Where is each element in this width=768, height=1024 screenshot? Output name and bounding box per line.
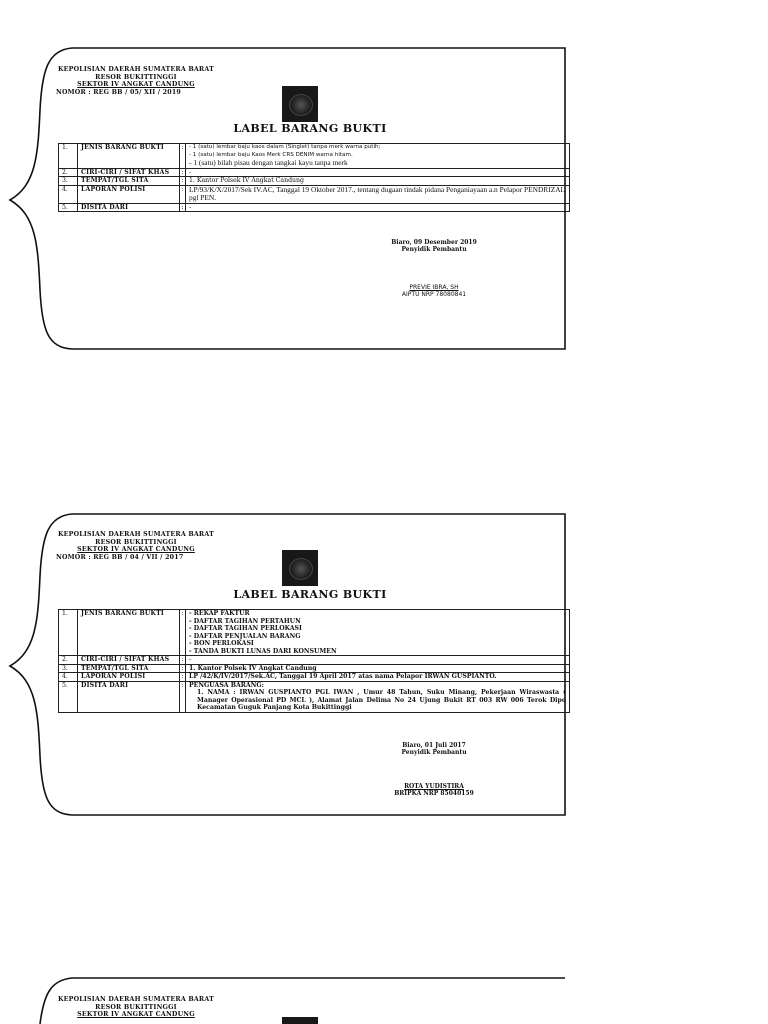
seized-from-heading: PENGUASA BARANG:: [189, 681, 264, 689]
table-row: 5. DISITA DARI : PENGUASA BARANG: 1. NAMA : IRWAN GUSPIANTO PGL IWAN , Umur 48 Tahun, Suku Minang, Pekerjaan Wiraswasta ( Manager Operasional PD MCL ), Alamat Jalan Delima No 24 Ujung Bukit RT 003 RW 006 Terok Dipo Kecamatan Guguk Panjang Kota Bukittinggi: [59, 681, 570, 712]
police-emblem-logo: [282, 550, 318, 586]
header-line-1: KEPOLISIAN DAERAH SUMATERA BARAT: [57, 996, 214, 1003]
label-title: LABEL BARANG BUKTI: [233, 122, 387, 135]
list-item: - DAFTAR TAGIHAN PERTAHUN: [189, 618, 566, 626]
place-date: Biaro, 01 Juli 2017: [402, 742, 466, 749]
seized-from-detail: 1. NAMA : IRWAN GUSPIANTO PGL IWAN , Umur 48 Tahun, Suku Minang, Pekerjaan Wiraswasta ( Manager Operasional PD MCL ), Alamat Jalan Delima No 24 Ujung Bukit RT 003 RW 006 Terok Dipo Kecamatan Guguk Panjang Kota Bukittinggi: [197, 689, 566, 711]
list-item: - 1 (satu) lembar baju kaos dalam (Singlet) tanpa merk warna putih;: [189, 144, 566, 152]
agency-header: [56, 531, 216, 561]
list-item: - TANDA BUKTI LUNAS DARI KONSUMEN: [189, 648, 566, 656]
register-number: NOMOR : REG BB / 04 / VII / 2017: [56, 553, 184, 561]
list-item: - BON PERLOKASI: [189, 640, 566, 648]
evidence-items-list: [189, 610, 566, 655]
list-item: - 1 (satu) bilah pisau dengan tangkai kayu tanpa merk: [189, 159, 566, 168]
header-line-2: RESOR BUKITTINGGI: [95, 538, 177, 546]
list-item: - REKAP FAKTUR: [189, 610, 566, 618]
header-line-2: RESOR BUKITTINGGI: [95, 1003, 177, 1011]
agency-header: [56, 996, 216, 1019]
agency-header: [56, 66, 216, 96]
table-row: 3. TEMPAT/TGL SITA : 1. Kantor Polsek IV Angkat Candung: [59, 664, 570, 673]
list-item: - DAFTAR PENJUALAN BARANG: [189, 633, 566, 641]
signer-rank: AIPTU NRP 78080841: [401, 291, 467, 299]
header-line-1: KEPOLISIAN DAERAH SUMATERA BARAT: [57, 66, 214, 73]
signer-role: Penyidik Pembantu: [401, 246, 467, 254]
place-date: Biaro, 09 Desember 2019: [391, 239, 477, 246]
header-line-1: KEPOLISIAN DAERAH SUMATERA BARAT: [57, 531, 214, 538]
signer-rank: BRIPKA NRP 85040159: [394, 790, 474, 798]
table-row: 3. TEMPAT/TGL SITA : 1. Kantor Polsek IV Angkat Candung: [59, 177, 570, 186]
evidence-table: [58, 143, 570, 212]
signer-name: PREVIE IBRA, SH: [409, 283, 459, 291]
list-item: - DAFTAR TAGIHAN PERLOKASI: [189, 625, 566, 633]
evidence-label-2: [0, 466, 768, 826]
header-line-3: SEKTOR IV ANGKAT CANDUNG: [77, 1011, 195, 1019]
table-row: 5. DISITA DARI : -: [59, 203, 570, 212]
signer-name: ROTA YUDISTIRA: [404, 782, 464, 790]
list-item: - 1 (satu) lembar baju Kaos Merk CRS DENIM warna hitam.: [189, 152, 566, 160]
table-row: 1. JENIS BARANG BUKTI : - REKAP FAKTUR - DAFTAR TAGIHAN PERTAHUN - DAFTAR TAGIHAN PERLOKASI - DAFTAR PENJUALAN BARANG - BON PERLOKASI - TANDA BUKTI LUNAS DARI KONSUMEN: [59, 610, 570, 656]
header-line-2: RESOR BUKITTINGGI: [95, 73, 177, 81]
table-row: 2. CIRI-CIRI / SIFAT KHAS : -: [59, 656, 570, 665]
signer-role: Penyidik Pembantu: [401, 749, 467, 757]
signature-block: [374, 239, 494, 299]
police-emblem-logo: [282, 86, 318, 122]
evidence-table: [58, 609, 570, 713]
signature-block: [374, 742, 494, 798]
table-row: 2. CIRI-CIRI / SIFAT KHAS : -: [59, 168, 570, 177]
evidence-label-3: [0, 930, 768, 1024]
evidence-label-1: [0, 0, 768, 360]
header-line-3: SEKTOR IV ANGKAT CANDUNG: [77, 546, 195, 554]
header-line-3: SEKTOR IV ANGKAT CANDUNG: [77, 81, 195, 89]
table-row: 4. LAPORAN POLISI : LP/93/K/X/2017/Sek IV.AC, Tanggal 19 Oktober 2017., tentang dugaan tindak pidana Penganiayaan a.n Pelapor PENDRIZAL pgl PEN.: [59, 185, 570, 203]
police-emblem-logo: [282, 1017, 318, 1024]
evidence-items-list: [189, 144, 566, 168]
label-title: LABEL BARANG BUKTI: [233, 588, 387, 601]
table-row: 4. LAPORAN POLISI : LP /42/K/IV/2017/Sek.AC, Tanggal 19 April 2017 atas nama Pelapor IRWAN GUSPIANTO.: [59, 673, 570, 682]
table-row: 1. JENIS BARANG BUKTI : - 1 (satu) lembar baju kaos dalam (Singlet) tanpa merk warna putih; - 1 (satu) lembar baju Kaos Merk CRS DENIM warna hitam. - 1 (satu) bilah pisau dengan tangkai kayu tanpa merk: [59, 144, 570, 169]
register-number: NOMOR : REG BB / 05/ XII / 2019: [56, 88, 182, 96]
